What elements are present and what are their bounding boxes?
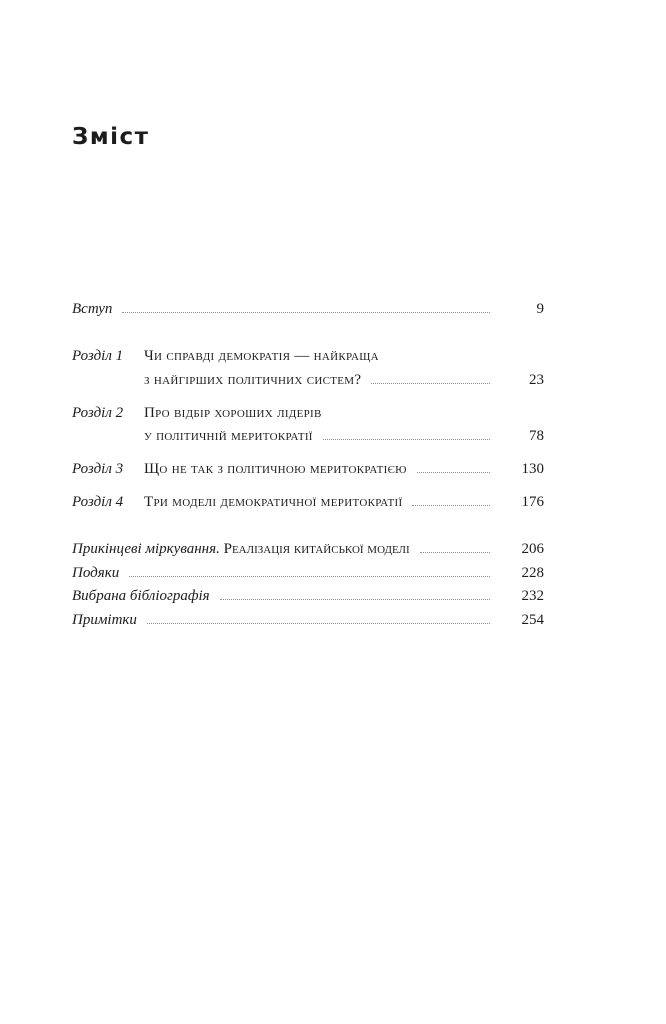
dot-leader <box>420 551 490 553</box>
toc-entry-intro[interactable] <box>72 299 544 319</box>
page-number: 232 <box>521 588 544 604</box>
chapter-title-line-1: Три моделі демократичної меритократії <box>144 494 403 510</box>
page-number: 228 <box>521 565 544 581</box>
page-number: 130 <box>521 461 544 477</box>
toc-entry-title: Вибрана бібліографія <box>72 588 210 604</box>
toc-entry-title: Подяки <box>72 565 120 581</box>
page-number: 78 <box>529 428 544 444</box>
toc-entry-chapter-1[interactable] <box>72 346 544 366</box>
toc-entry-title: Примітки <box>72 612 137 628</box>
chapter-title-line-2: у політичній меритократії <box>144 428 313 444</box>
toc-entry-conclusion[interactable] <box>72 539 544 559</box>
toc-entry-bibliography[interactable] <box>72 586 544 606</box>
page-title: Зміст <box>72 124 150 150</box>
dot-leader <box>147 622 490 624</box>
chapter-title-line-1: Про відбір хороших лідерів <box>144 405 322 421</box>
page-number: 254 <box>521 612 544 628</box>
dot-leader <box>220 598 490 600</box>
toc-entry-acknowledgements[interactable] <box>72 563 544 583</box>
toc-entry-chapter-4[interactable] <box>72 492 544 512</box>
chapter-label: Розділ 1 <box>72 348 124 364</box>
dot-leader <box>371 382 490 384</box>
conclusion-subtitle: Реалізація китайської моделі <box>219 541 410 557</box>
dot-leader <box>122 311 490 313</box>
page-number: 206 <box>521 541 544 557</box>
toc-entry-notes[interactable] <box>72 610 544 630</box>
page-number: 23 <box>529 372 544 388</box>
toc-entry-title: Вступ <box>72 301 113 317</box>
page-number: 176 <box>521 494 544 510</box>
dot-leader <box>412 504 490 506</box>
dot-leader <box>323 438 490 440</box>
conclusion-label: Прикінцеві міркування. <box>72 541 220 557</box>
toc-entry-chapter-3[interactable] <box>72 459 544 479</box>
chapter-title-line-1: Чи справді демократія — найкраща <box>144 348 379 364</box>
chapter-title-line-1: Що не так з політичною меритократією <box>144 461 407 477</box>
page-number: 9 <box>536 301 544 317</box>
chapter-label: Розділ 2 <box>72 405 124 421</box>
chapter-label: Розділ 4 <box>72 494 124 510</box>
chapter-title-line-2: з найгірших політичних систем? <box>144 372 362 388</box>
toc-entry-chapter-2-cont[interactable] <box>72 426 544 446</box>
toc-entry-chapter-2[interactable] <box>72 403 544 423</box>
toc-entry-chapter-1-cont[interactable] <box>72 370 544 390</box>
toc-entry-title <box>72 539 410 559</box>
chapter-label: Розділ 3 <box>72 461 124 477</box>
dot-leader <box>129 575 490 577</box>
dot-leader <box>417 471 490 473</box>
